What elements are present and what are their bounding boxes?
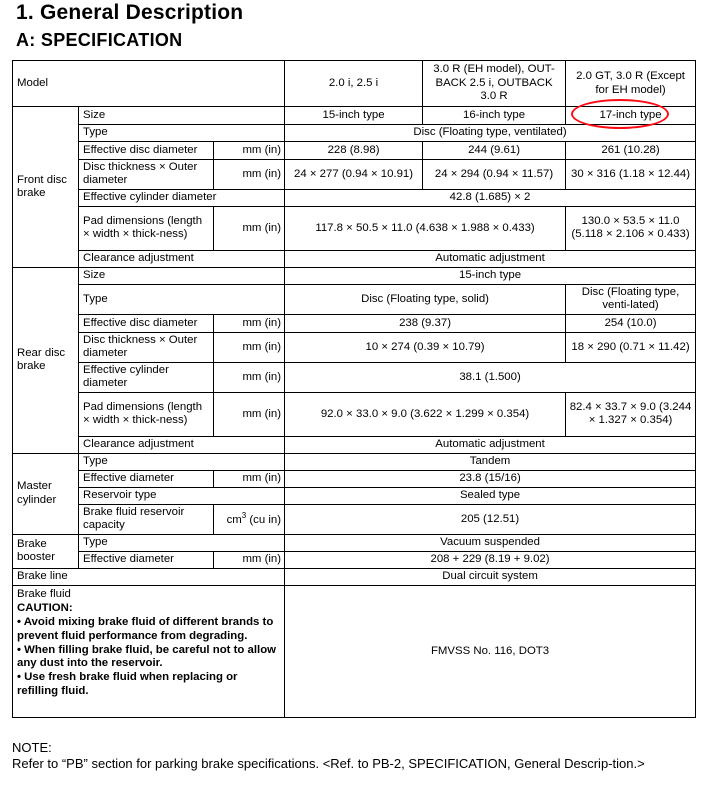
row-label: Disc thickness × Outer diameter [79, 160, 214, 190]
unit-label: mm (in) [214, 142, 285, 160]
front-size-17-inch: 17-inch type [566, 107, 696, 125]
cell-value: Vacuum suspended [285, 534, 696, 551]
cell-value: Automatic adjustment [285, 250, 696, 267]
unit-label: mm (in) [214, 160, 285, 190]
note-text: Refer to “PB” section for parking brake specifications. <Ref. to PB-2, SPECIFICATION, General Descrip-tion.> [12, 756, 645, 772]
table-row [13, 585, 696, 717]
section-title: 1. General Description [16, 1, 244, 24]
cell-value: FMVSS No. 116, DOT3 [285, 585, 696, 717]
specification-table [12, 60, 696, 718]
cell-value: 92.0 × 33.0 × 9.0 (3.622 × 1.299 × 0.354) [285, 392, 566, 436]
row-label: Type [79, 453, 285, 470]
model-label: Model [13, 61, 285, 107]
row-label: Effective diameter [79, 551, 214, 568]
table-row [13, 284, 696, 314]
table-row [13, 125, 696, 142]
brake-booster-group: Brake booster [13, 534, 79, 568]
table-row [13, 160, 696, 190]
row-label: Reservoir type [79, 487, 285, 504]
cell-value: 10 × 274 (0.39 × 10.79) [285, 332, 566, 362]
row-label: Clearance adjustment [79, 250, 285, 267]
rear-brake-group: Rear disc brake [13, 267, 79, 453]
table-row [13, 142, 696, 160]
row-label: Size [79, 107, 285, 125]
cell-value: 15-inch type [285, 107, 423, 125]
row-label: Type [79, 125, 285, 142]
table-row [13, 436, 696, 453]
cell-value: 254 (10.0) [566, 314, 696, 332]
model-row [13, 61, 696, 107]
unit-superscript: 3 [241, 511, 247, 521]
row-label: Pad dimensions (length × width × thick-ness) [79, 206, 214, 250]
caution-title: CAUTION: [17, 601, 73, 614]
cell-value: Dual circuit system [285, 568, 696, 585]
cell-value: Tandem [285, 453, 696, 470]
unit-rest: (cu in) [249, 514, 282, 527]
master-cylinder-group: Master cylinder [13, 453, 79, 534]
caution-item: • When filling brake fluid, be careful not to allow any dust into the reservoir. [17, 643, 277, 670]
cell-value: 23.8 (15/16) [285, 470, 696, 487]
cell-value: 38.1 (1.500) [285, 362, 696, 392]
row-label: Effective diameter [79, 470, 214, 487]
unit-label: mm (in) [214, 551, 285, 568]
brake-fluid-cell [13, 585, 285, 717]
table-row [13, 504, 696, 534]
cell-value: 42.8 (1.685) × 2 [285, 189, 696, 206]
row-label: Type [79, 284, 285, 314]
cell-value: 238 (9.37) [285, 314, 566, 332]
row-label: Effective cylinder diameter [79, 362, 214, 392]
subsection-title: A: SPECIFICATION [16, 30, 183, 50]
table-row [13, 189, 696, 206]
cell-value: Sealed type [285, 487, 696, 504]
table-row [13, 534, 696, 551]
caution-item: • Use fresh brake fluid when replacing or refilling fluid. [17, 671, 238, 698]
row-label: Brake line [13, 568, 285, 585]
cell-value: 24 × 294 (0.94 × 11.57) [423, 160, 566, 190]
unit-label: mm (in) [214, 206, 285, 250]
unit-label: mm (in) [214, 392, 285, 436]
row-label: Effective cylinder diameter [79, 189, 285, 206]
cell-value: Disc (Floating type, ventilated) [285, 125, 696, 142]
cell-value: 18 × 290 (0.71 × 11.42) [566, 332, 696, 362]
brake-fluid-label: Brake fluid [17, 587, 71, 600]
table-row [13, 470, 696, 487]
cell-value: 82.4 × 33.7 × 9.0 (3.244 × 1.327 × 0.354) [566, 392, 696, 436]
front-brake-group: Front disc brake [13, 107, 79, 268]
cell-value: Disc (Floating type, solid) [285, 284, 566, 314]
unit-label: mm (in) [214, 314, 285, 332]
table-row [13, 107, 696, 125]
row-label: Disc thickness × Outer diameter [79, 332, 214, 362]
unit-label: mm (in) [214, 362, 285, 392]
cell-value: 24 × 277 (0.94 × 10.91) [285, 160, 423, 190]
cell-value: 244 (9.61) [423, 142, 566, 160]
note-title: NOTE: [12, 740, 52, 755]
cell-value: 15-inch type [285, 267, 696, 284]
unit-label [214, 504, 285, 534]
table-row [13, 487, 696, 504]
cell-value: 16-inch type [423, 107, 566, 125]
table-row [13, 206, 696, 250]
cell-value: 205 (12.51) [285, 504, 696, 534]
table-row [13, 362, 696, 392]
table-row [13, 453, 696, 470]
row-label: Brake fluid reservoir capacity [79, 504, 214, 534]
caution-item: • Avoid mixing brake fluid of different brands to prevent fluid performance from degrading. [17, 615, 274, 642]
cell-value: Disc (Floating type, venti-lated) [566, 284, 696, 314]
row-label: Clearance adjustment [79, 436, 285, 453]
row-label: Effective disc diameter [79, 142, 214, 160]
row-label: Size [79, 267, 285, 284]
cell-value: 208 + 229 (8.19 + 9.02) [285, 551, 696, 568]
table-row [13, 392, 696, 436]
model-col2: 3.0 R (EH model), OUT-BACK 2.5 i, OUTBACK 3.0 R [423, 61, 566, 107]
cell-value: Automatic adjustment [285, 436, 696, 453]
cell-value: 130.0 × 53.5 × 11.0 (5.118 × 2.106 × 0.433) [566, 206, 696, 250]
model-col3: 2.0 GT, 3.0 R (Except for EH model) [566, 61, 696, 107]
cell-value: 30 × 316 (1.18 × 12.44) [566, 160, 696, 190]
table-row [13, 250, 696, 267]
table-row [13, 314, 696, 332]
unit-label: mm (in) [214, 332, 285, 362]
row-label: Effective disc diameter [79, 314, 214, 332]
unit-base: cm [226, 514, 242, 527]
table-row [13, 568, 696, 585]
cell-value: 261 (10.28) [566, 142, 696, 160]
cell-value: 228 (8.98) [285, 142, 423, 160]
row-label: Pad dimensions (length × width × thick-ness) [79, 392, 214, 436]
note [12, 740, 702, 773]
unit-label: mm (in) [214, 470, 285, 487]
table-row [13, 332, 696, 362]
cell-value: 117.8 × 50.5 × 11.0 (4.638 × 1.988 × 0.433) [285, 206, 566, 250]
table-row [13, 551, 696, 568]
row-label: Type [79, 534, 285, 551]
model-col1: 2.0 i, 2.5 i [285, 61, 423, 107]
table-row [13, 267, 696, 284]
